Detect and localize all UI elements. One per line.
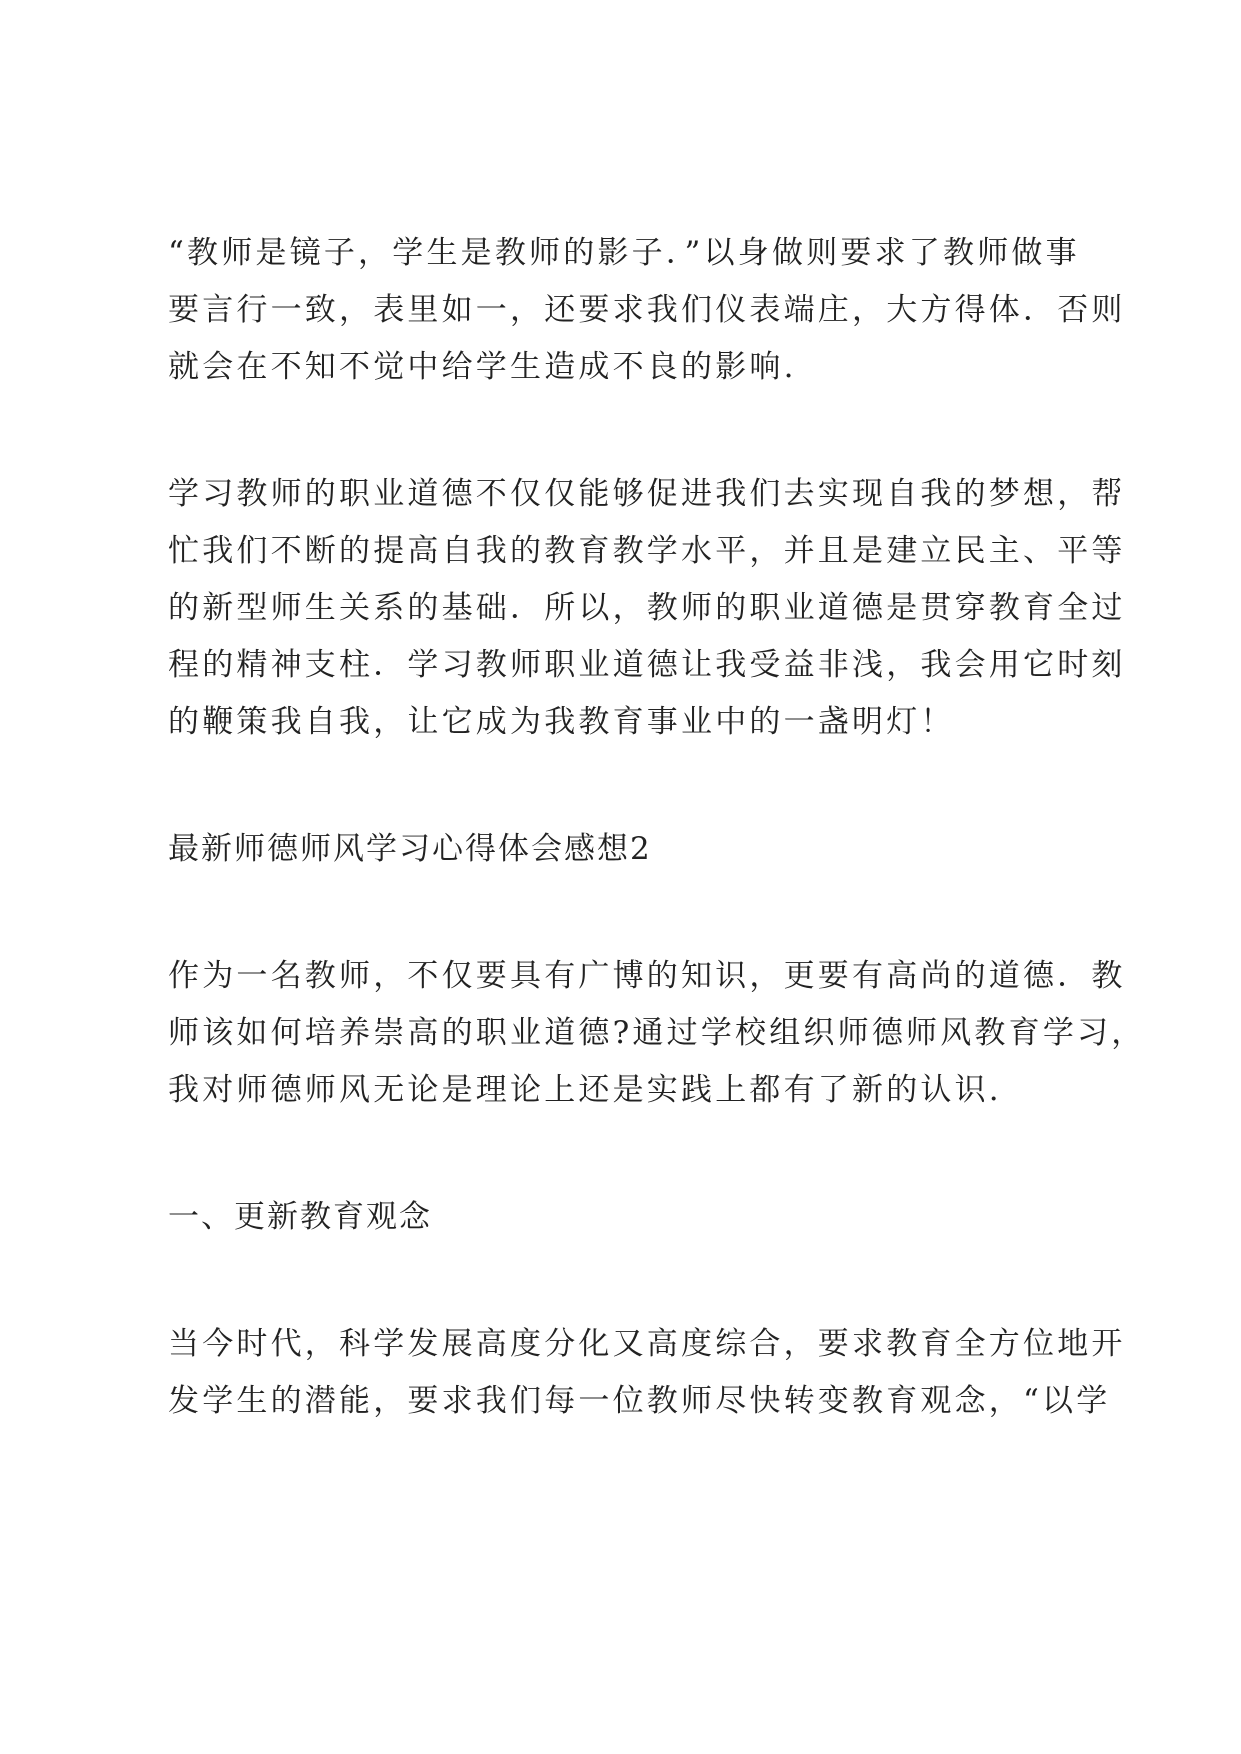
paragraph-line: 要言行一致，表里如一，还要求我们仪表端庄，大方得体．否则 — [168, 292, 1126, 328]
paragraph-spacer — [168, 751, 1088, 821]
paragraph-line: 的新型师生关系的基础．所以，教师的职业道德是贯穿教育全过 — [168, 590, 1126, 626]
subsection-title-text: 一、更新教育观念 — [168, 1199, 432, 1235]
paragraph-line: “教师是镜子，学生是教师的影子．”以身做则要求了教师做事 — [168, 235, 1080, 271]
paragraph-line: 忙我们不断的提高自我的教育教学水平，并且是建立民主、平等 — [168, 533, 1126, 569]
paragraph-line: 的鞭策我自我，让它成为我教育事业中的一盏明灯！ — [168, 704, 955, 740]
paragraph-spacer — [168, 1246, 1088, 1316]
section-title-text: 最新师德师风学习心得体会感想2 — [168, 831, 652, 867]
paragraph-line: 程的精神支柱．学习教师职业道德让我受益非浅，我会用它时刻 — [168, 647, 1126, 683]
subsection-title — [168, 1189, 1088, 1246]
paragraph-line: 作为一名教师，不仅要具有广博的知识，更要有高尚的道德．教 — [168, 958, 1126, 994]
paragraph-line: 师该如何培养崇高的职业道德?通过学校组织师德师风教育学习， — [168, 1015, 1146, 1051]
paragraph-line: 发学生的潜能，要求我们每一位教师尽快转变教育观念，“以学 — [168, 1383, 1111, 1419]
paragraph-as-a-teacher — [168, 948, 1146, 1119]
paragraph-line: 学习教师的职业道德不仅仅能够促进我们去实现自我的梦想，帮 — [168, 476, 1126, 512]
paragraph-current-era — [168, 1316, 1126, 1430]
paragraph-line: 就会在不知不觉中给学生造成不良的影响. — [168, 349, 797, 385]
paragraph-line: 我对师德师风无论是理论上还是实践上都有了新的认识. — [168, 1072, 1002, 1108]
paragraph-spacer — [168, 1119, 1088, 1189]
paragraph-spacer — [168, 878, 1088, 948]
paragraph-teacher-mirror — [168, 225, 1126, 396]
document-body — [168, 225, 1146, 1430]
section-title — [168, 821, 1088, 878]
paragraph-professional-ethics — [168, 466, 1126, 751]
paragraph-spacer — [168, 396, 1088, 466]
paragraph-line: 当今时代，科学发展高度分化又高度综合，要求教育全方位地开 — [168, 1326, 1126, 1362]
